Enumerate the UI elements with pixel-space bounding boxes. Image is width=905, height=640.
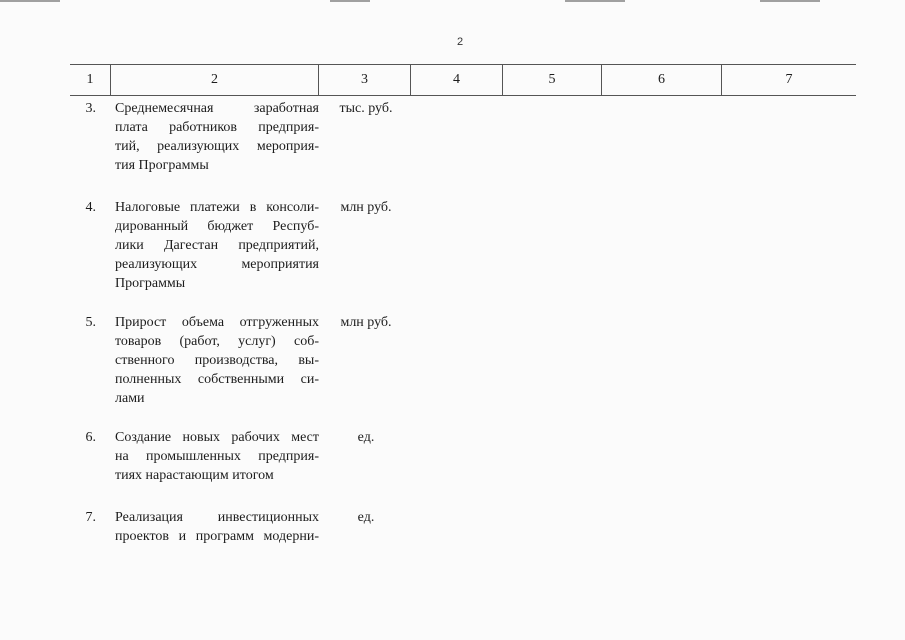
- row-7-number: 7.: [85, 510, 96, 525]
- header-col-1: 1: [70, 65, 111, 95]
- row-4-number: 4.: [85, 200, 96, 215]
- row-3-unit: тыс. руб.: [339, 101, 393, 116]
- page-number: 2: [456, 36, 464, 48]
- row-7-indicator: [115, 508, 319, 546]
- indicator-line: лами: [115, 391, 145, 406]
- indicator-line: на промышленных предприя-: [115, 449, 319, 464]
- row-5-unit: млн руб.: [340, 315, 392, 330]
- indicator-line: реализующих мероприятия: [115, 257, 319, 272]
- header-col-2: 2: [111, 65, 319, 95]
- row-7-unit: ед.: [357, 510, 375, 525]
- row-3-indicator: [115, 99, 319, 175]
- indicator-line: тиях нарастающим итогом: [115, 468, 274, 483]
- indicator-line: дированный бюджет Респуб-: [115, 219, 319, 234]
- indicator-line: лики Дагестан предприятий,: [115, 238, 319, 253]
- header-col-5: 5: [503, 65, 602, 95]
- indicator-line: плата работников предприя-: [115, 120, 319, 135]
- row-4-unit: млн руб.: [340, 200, 392, 215]
- header-col-4: 4: [411, 65, 503, 95]
- indicator-line: Программы: [115, 276, 186, 291]
- indicator-line: товаров (работ, услуг) соб-: [115, 334, 319, 349]
- header-col-3: 3: [319, 65, 411, 95]
- row-5-number: 5.: [85, 315, 96, 330]
- row-3-number: 3.: [85, 101, 96, 116]
- indicator-line: проектов и программ модерни-: [115, 529, 319, 544]
- row-4-indicator: [115, 198, 319, 293]
- indicator-line: Реализация инвестиционных: [115, 510, 319, 525]
- indicator-line: Создание новых рабочих мест: [115, 430, 319, 445]
- indicator-line: тия Программы: [115, 158, 209, 173]
- indicator-line: Налоговые платежи в консоли-: [115, 200, 319, 215]
- row-5-indicator: [115, 313, 319, 408]
- header-col-7: 7: [785, 72, 793, 87]
- table-header-row: [70, 64, 856, 96]
- header-col-6: 6: [602, 65, 722, 95]
- indicator-line: Среднемесячная заработная: [115, 101, 319, 116]
- row-6-indicator: [115, 428, 319, 485]
- indicator-line: тий, реализующих мероприя-: [115, 139, 319, 154]
- indicator-line: Прирост объема отгруженных: [115, 315, 319, 330]
- indicator-line: ственного производства, вы-: [115, 353, 319, 368]
- indicator-line: полненных собственными си-: [115, 372, 319, 387]
- scan-edge-marks: [0, 0, 905, 4]
- row-6-unit: ед.: [357, 430, 375, 445]
- row-6-number: 6.: [85, 430, 96, 445]
